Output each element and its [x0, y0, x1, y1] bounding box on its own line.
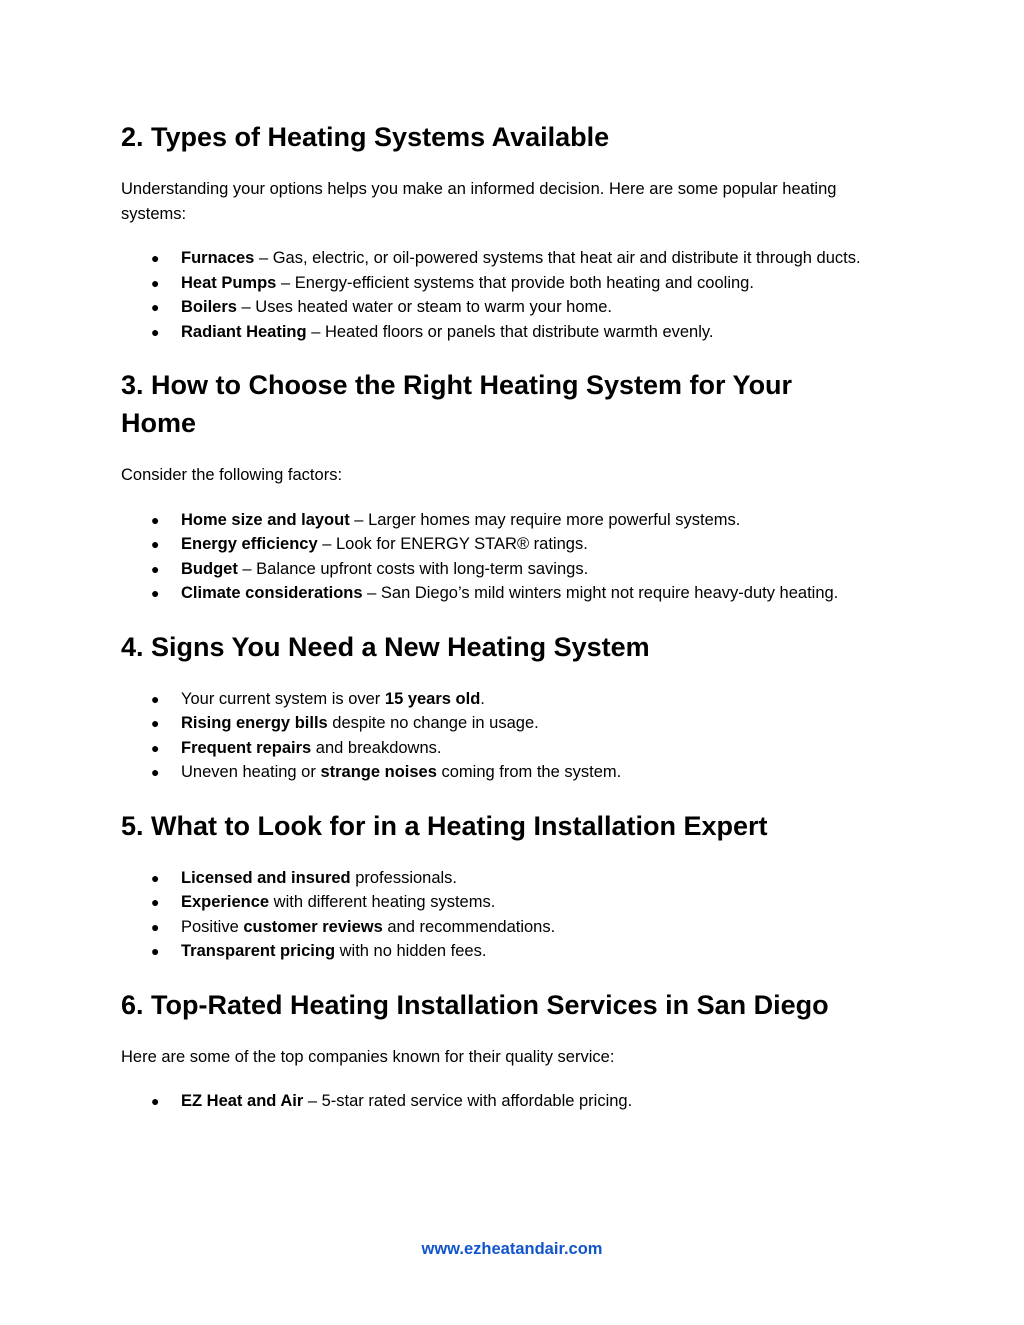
bullet-icon: ●: [151, 1093, 160, 1109]
bullet-icon: ●: [151, 274, 160, 291]
list-item: ● Uneven heating or strange noises coming from the system.: [121, 760, 901, 785]
list-item: ● Furnaces – Gas, electric, or oil-powered systems that heat air and distribute it through ducts.: [121, 246, 901, 271]
section-heading: 6. Top-Rated Heating Installation Services in San Diego: [121, 989, 829, 1020]
bullet-icon: ●: [151, 250, 160, 266]
bullet-list: [121, 866, 901, 964]
bullet-list: [121, 1089, 901, 1114]
bullet-list: [121, 687, 901, 785]
list-item: ● Climate considerations – San Diego’s mild winters might not require heavy-duty heating.: [121, 581, 901, 606]
bullet-icon: ●: [151, 536, 160, 552]
section-top-rated-services: [121, 986, 901, 1114]
list-item: ● Transparent pricing with no hidden fees.: [121, 939, 901, 964]
list-item: ● Home size and layout – Larger homes may require more powerful systems.: [121, 508, 901, 533]
bullet-icon: ●: [151, 739, 160, 756]
section-intro: Consider the following factors:: [121, 466, 343, 484]
list-item: ● Licensed and insured professionals.: [121, 866, 901, 891]
section-intro: Here are some of the top companies known for their quality service:: [121, 1047, 615, 1066]
bullet-icon: ●: [151, 560, 160, 577]
list-item: ● Positive customer reviews and recommendations.: [121, 915, 901, 940]
bullet-icon: ●: [151, 511, 160, 528]
document-content: [121, 118, 901, 1114]
list-item: ● Frequent repairs and breakdowns.: [121, 736, 901, 761]
section-heading: 4. Signs You Need a New Heating System: [121, 631, 650, 662]
bullet-icon: ●: [151, 323, 160, 340]
list-item: ● Heat Pumps – Energy-efficient systems that provide both heating and cooling.: [121, 271, 901, 296]
bullet-icon: ●: [151, 715, 160, 731]
list-item: ● Radiant Heating – Heated floors or panels that distribute warmth evenly.: [121, 320, 901, 345]
bullet-list: [121, 508, 901, 606]
bullet-list: [121, 246, 901, 344]
bullet-icon: ●: [151, 943, 160, 959]
section-how-to-choose: [121, 366, 901, 606]
list-item: ● Budget – Balance upfront costs with long-term savings.: [121, 557, 901, 582]
section-types-of-heating: [121, 118, 901, 344]
section-intro: Understanding your options helps you make an informed decision. Here are some popular heating systems:: [121, 180, 837, 223]
list-item: ● EZ Heat and Air – 5-star rated service with affordable pricing.: [121, 1089, 901, 1114]
section-heading: 2. Types of Heating Systems Available: [121, 122, 610, 152]
list-item: ● Boilers – Uses heated water or steam to warm your home.: [121, 295, 901, 320]
footer-link[interactable]: www.ezheatandair.com: [421, 1240, 603, 1258]
section-installation-expert: [121, 807, 901, 964]
list-item: ● Rising energy bills despite no change in usage.: [121, 711, 901, 736]
list-item: ● Your current system is over 15 years old.: [121, 687, 901, 712]
bullet-icon: ●: [151, 894, 160, 910]
section-heading: 3. How to Choose the Right Heating System for Your Home: [121, 370, 793, 438]
bullet-icon: ●: [151, 299, 160, 315]
bullet-icon: ●: [151, 585, 160, 601]
section-signs-new-system: [121, 628, 901, 785]
bullet-icon: ●: [151, 690, 160, 707]
list-item: ● Energy efficiency – Look for ENERGY STAR® ratings.: [121, 532, 901, 557]
bullet-icon: ●: [151, 918, 160, 935]
bullet-icon: ●: [151, 764, 160, 780]
bullet-icon: ●: [151, 869, 160, 886]
list-item: ● Experience with different heating systems.: [121, 890, 901, 915]
section-heading: 5. What to Look for in a Heating Installation Expert: [121, 810, 768, 841]
